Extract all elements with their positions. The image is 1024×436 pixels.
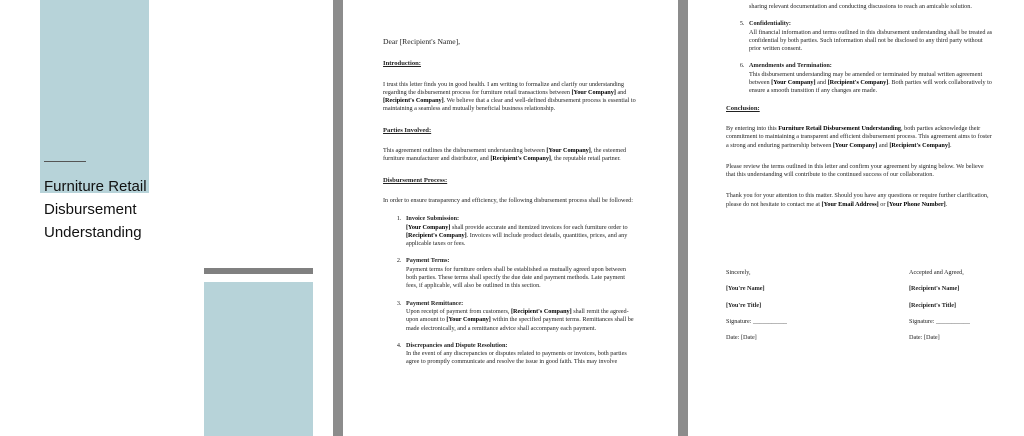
intro-text-end: . We believe that a clear and well-defined disbursement process is essential to maintaining a seamless and mutually beneficial business relationship. (383, 97, 636, 113)
item-span: within the specified payment terms. Remittances shall be made electronically, and a remittance advice shall accompany each payment. (406, 316, 634, 332)
cover-gray-bar (204, 268, 313, 274)
recipient-title: [Recipient's Title] (908, 301, 957, 309)
intro-recipient: [Recipient's Company] (383, 97, 444, 105)
list-item (403, 257, 638, 290)
thanks-span: . (945, 200, 948, 208)
parties-text-end: , the reputable retail partner. (550, 155, 621, 163)
recipient-signature-line: Signature: ___________ (908, 317, 970, 325)
list-item (403, 215, 638, 248)
item-bold: [Your Company] (771, 79, 816, 87)
conclusion-span: By entering into this (726, 124, 779, 132)
list-item (746, 62, 994, 95)
parties-heading: Parties Involved: (383, 126, 432, 134)
item-title: 2. Payment Terms: (406, 257, 450, 265)
item-title: 4. Discrepancies and Dispute Resolution: (406, 341, 508, 349)
item-text: Payment terms for furniture orders shall be established as mutually agreed upon between both parties. These terms shall specify the due date and payment methods. Late payment fees, if applicable, will also be outlined in this section. (406, 265, 626, 290)
signature-block (726, 269, 994, 350)
item-bold: [Your Company] (406, 223, 451, 231)
sender-signature-line: Signature: ___________ (726, 317, 788, 325)
letter-page-1 (343, 0, 678, 436)
process-list (383, 215, 638, 366)
sender-title: [You're Title] (726, 301, 762, 309)
parties-company: [Your Company] (546, 147, 591, 155)
process-list-continued (726, 20, 994, 95)
recipient-date: Date: [Date] (908, 334, 940, 342)
cover-title-line-2: Disbursement (44, 201, 137, 218)
continued-text: sharing relevant documentation and conducting discussions to reach an amicable solution. (749, 3, 972, 10)
intro-heading: Introduction: (383, 60, 421, 68)
item-title: 1. Invoice Submission: (406, 215, 460, 223)
thanks-paragraph (726, 192, 994, 209)
cover-title-line-3: Understanding (44, 224, 142, 241)
cover-page (0, 0, 333, 436)
list-item (403, 300, 638, 333)
sender-signature (726, 269, 787, 350)
conclusion-bold: [Recipient's Company] (889, 141, 950, 149)
list-item (746, 20, 994, 53)
thanks-span: Thank you for your attention to this matter. Should you have any questions or require further clarification, please do not hesitate to contact me at (726, 192, 989, 208)
conclusion-heading: Conclusion: (726, 104, 760, 112)
recipient-signature (909, 269, 970, 350)
greeting: Dear [Recipient's Name], (383, 37, 461, 46)
item-title: 3. Payment Remittance: (406, 299, 464, 307)
list-item (403, 342, 638, 367)
parties-text: This agreement outlines the disbursement understanding between (383, 147, 547, 155)
parties-text-mid: , the esteemed furniture manufacturer and distributor, and (383, 147, 627, 163)
item-span: Upon receipt of payment from customers, (406, 307, 511, 315)
cover-accent-block-top (40, 0, 149, 193)
sender-name: [You're Name] (726, 285, 765, 293)
parties-recipient: [Recipient's Company] (490, 155, 551, 163)
intro-paragraph (383, 81, 638, 114)
sender-closing: Sincerely, (726, 269, 751, 277)
item-bold: [Recipient's Company] (406, 231, 467, 239)
item-bold: [Your Company] (446, 316, 491, 324)
review-paragraph: Please review the terms outlined in this letter and confirm your agreement by signing below. We believe that this understanding will contribute to the continued success of our collaboration. (726, 162, 984, 179)
thanks-bold: [Your Email Address] (821, 200, 879, 208)
recipient-name: [Recipient's Name] (908, 285, 960, 293)
conclusion-bold: [Your Company] (832, 141, 878, 149)
item-title: 5. Confidentiality: (749, 20, 791, 28)
thanks-bold: [Your Phone Number] (886, 200, 946, 208)
item-span: shall remit the agreed-upon amount to (406, 307, 629, 324)
cover-title-line-1: Furniture Retail (44, 178, 147, 195)
intro-company: [Your Company] (571, 88, 616, 96)
item-span: and (815, 79, 828, 87)
intro-and: and (615, 88, 627, 96)
letter-page-2 (688, 0, 1024, 436)
item-text (406, 308, 638, 333)
recipient-closing: Accepted and Agreed, (908, 269, 964, 277)
process-heading: Disbursement Process: (383, 176, 448, 184)
item-text (406, 224, 638, 249)
cover-title-rule (44, 161, 86, 162)
conclusion-bold: Furniture Retail Disbursement Understanding (778, 124, 902, 132)
parties-paragraph (383, 147, 638, 164)
cover-accent-block-bottom (204, 282, 313, 436)
item-text (749, 71, 994, 96)
conclusion-span: , both parties acknowledge their commitment to maintaining a transparent and efficient disbursement process. This agreement aims to foster a strong and enduring partnership between (726, 124, 992, 149)
item-span: This disbursement understanding may be amended or terminated by mutual written agreement between (749, 70, 983, 87)
conclusion-span: and (877, 141, 890, 149)
intro-text: I trust this letter finds you in good health. I am writing to formalize and clarify our understanding regarding the disbursement process for furniture retail transactions between (383, 80, 624, 96)
item-bold: [Recipient's Company] (827, 79, 889, 87)
cover-title (44, 175, 147, 244)
process-intro: In order to ensure transparency and efficiency, the following disbursement process shall be followed: (383, 196, 633, 204)
thanks-span: or (878, 200, 887, 208)
item-text: All financial information and terms outlined in this disbursement understanding shall be treated as confidential by both parties. Such information shall not be disclosed to any third party without prior written consent. (749, 28, 993, 53)
item-span: . Invoices will include product details, quantities, prices, and any applicable taxes or fees. (406, 231, 628, 248)
conclusion-paragraph (726, 125, 994, 150)
item-span: . Both parties will work collaboratively to ensure a smooth transition if any changes are made. (749, 79, 992, 95)
item-text: In the event of any discrepancies or disputes related to payments or invoices, both parties agree to promptly communicate and resolve the issue in good faith. This may involve (406, 350, 627, 366)
conclusion-span: . (949, 141, 952, 149)
sender-date: Date: [Date] (726, 334, 757, 342)
item-span: shall provide accurate and itemized invoices for each furniture order to (450, 223, 628, 231)
item-bold: [Recipient's Company] (511, 307, 572, 315)
item-title: 6. Amendments and Termination: (749, 62, 832, 70)
